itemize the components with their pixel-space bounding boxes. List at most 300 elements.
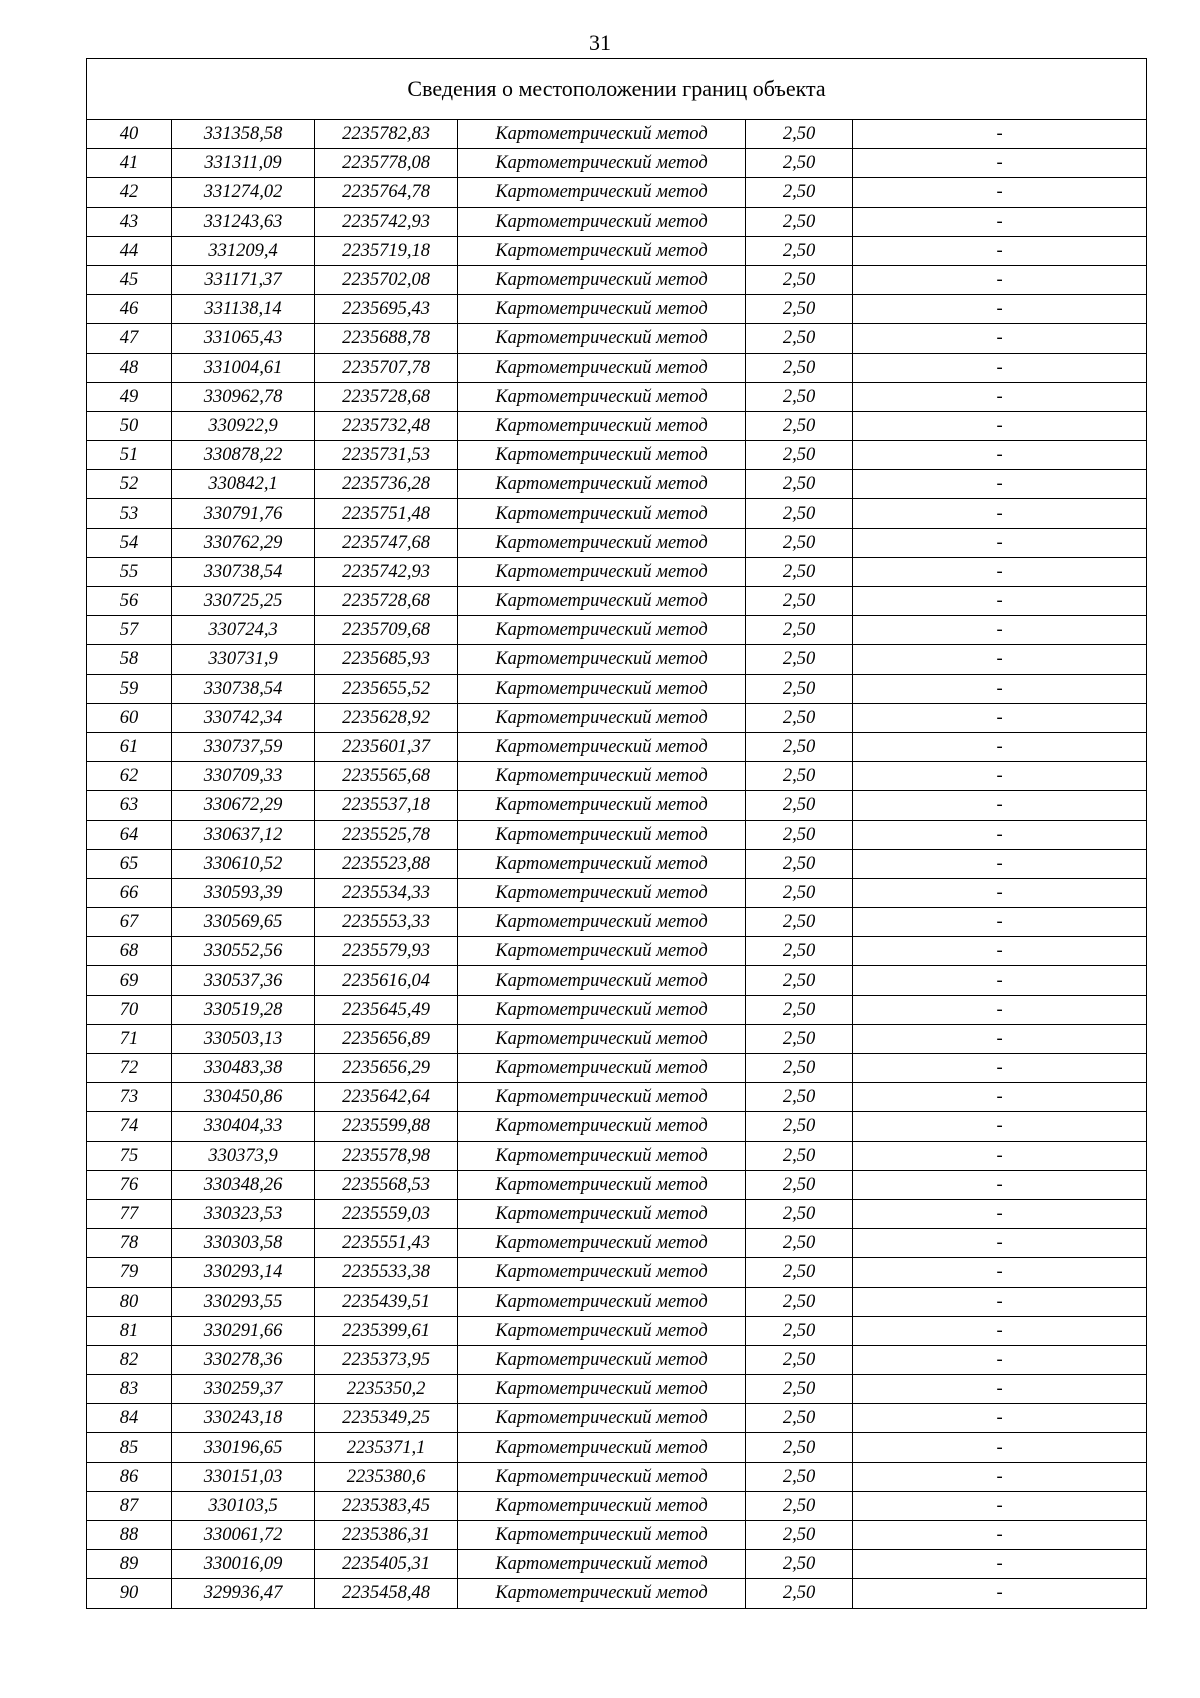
accuracy-cell: 2,50 [746,149,853,178]
table-title: Сведения о местоположении границ объекта [87,59,1147,120]
table-row [87,791,1147,820]
y-coordinate-cell: 2235551,43 [315,1229,458,1258]
method-cell: Картометрический метод [458,995,746,1024]
method-cell: Картометрический метод [458,1316,746,1345]
point-number-cell: 66 [87,878,172,907]
method-cell: Картометрический метод [458,499,746,528]
method-cell: Картометрический метод [458,1579,746,1608]
y-coordinate-cell: 2235350,2 [315,1375,458,1404]
point-number-cell: 46 [87,295,172,324]
table-row [87,1345,1147,1374]
method-cell: Картометрический метод [458,937,746,966]
x-coordinate-cell: 330610,52 [172,849,315,878]
point-number-cell: 79 [87,1258,172,1287]
y-coordinate-cell: 2235534,33 [315,878,458,907]
point-number-cell: 83 [87,1375,172,1404]
point-number-cell: 73 [87,1083,172,1112]
table-row [87,236,1147,265]
method-cell: Картометрический метод [458,762,746,791]
y-coordinate-cell: 2235599,88 [315,1112,458,1141]
method-cell: Картометрический метод [458,1550,746,1579]
method-cell: Картометрический метод [458,236,746,265]
accuracy-cell: 2,50 [746,995,853,1024]
accuracy-cell: 2,50 [746,411,853,440]
table-row [87,1229,1147,1258]
accuracy-cell: 2,50 [746,1316,853,1345]
page-number: 31 [589,30,611,55]
accuracy-cell: 2,50 [746,1287,853,1316]
description-cell: - [853,1404,1147,1433]
point-number-cell: 64 [87,820,172,849]
table-title-row [87,59,1147,120]
point-number-cell: 84 [87,1404,172,1433]
table-row [87,441,1147,470]
x-coordinate-cell: 330196,65 [172,1433,315,1462]
table-row [87,178,1147,207]
description-cell: - [853,207,1147,236]
method-cell: Картометрический метод [458,791,746,820]
method-cell: Картометрический метод [458,1229,746,1258]
description-cell: - [853,470,1147,499]
method-cell: Картометрический метод [458,149,746,178]
y-coordinate-cell: 2235579,93 [315,937,458,966]
table-row [87,820,1147,849]
x-coordinate-cell: 330323,53 [172,1199,315,1228]
y-coordinate-cell: 2235742,93 [315,207,458,236]
accuracy-cell: 2,50 [746,1199,853,1228]
point-number-cell: 82 [87,1345,172,1374]
method-cell: Картометрический метод [458,849,746,878]
x-coordinate-cell: 330672,29 [172,791,315,820]
y-coordinate-cell: 2235751,48 [315,499,458,528]
y-coordinate-cell: 2235439,51 [315,1287,458,1316]
y-coordinate-cell: 2235601,37 [315,732,458,761]
x-coordinate-cell: 330738,54 [172,674,315,703]
table-row [87,1462,1147,1491]
accuracy-cell: 2,50 [746,732,853,761]
method-cell: Картометрический метод [458,178,746,207]
table-row [87,1112,1147,1141]
point-number-cell: 65 [87,849,172,878]
description-cell: - [853,762,1147,791]
y-coordinate-cell: 2235782,83 [315,120,458,149]
point-number-cell: 44 [87,236,172,265]
description-cell: - [853,1579,1147,1608]
x-coordinate-cell: 330259,37 [172,1375,315,1404]
x-coordinate-cell: 330742,34 [172,703,315,732]
x-coordinate-cell: 330291,66 [172,1316,315,1345]
y-coordinate-cell: 2235656,29 [315,1054,458,1083]
description-cell: - [853,1521,1147,1550]
method-cell: Картометрический метод [458,1287,746,1316]
description-cell: - [853,1229,1147,1258]
x-coordinate-cell: 330593,39 [172,878,315,907]
point-number-cell: 90 [87,1579,172,1608]
y-coordinate-cell: 2235688,78 [315,324,458,353]
point-number-cell: 68 [87,937,172,966]
table-row [87,616,1147,645]
method-cell: Картометрический метод [458,820,746,849]
method-cell: Картометрический метод [458,265,746,294]
accuracy-cell: 2,50 [746,557,853,586]
x-coordinate-cell: 330061,72 [172,1521,315,1550]
description-cell: - [853,353,1147,382]
accuracy-cell: 2,50 [746,1404,853,1433]
accuracy-cell: 2,50 [746,674,853,703]
point-number-cell: 78 [87,1229,172,1258]
y-coordinate-cell: 2235616,04 [315,966,458,995]
boundary-coordinates-table [86,58,1147,1609]
table-row [87,1521,1147,1550]
x-coordinate-cell: 330731,9 [172,645,315,674]
accuracy-cell: 2,50 [746,324,853,353]
accuracy-cell: 2,50 [746,937,853,966]
y-coordinate-cell: 2235764,78 [315,178,458,207]
x-coordinate-cell: 330737,59 [172,732,315,761]
x-coordinate-cell: 330637,12 [172,820,315,849]
accuracy-cell: 2,50 [746,703,853,732]
method-cell: Картометрический метод [458,616,746,645]
x-coordinate-cell: 330762,29 [172,528,315,557]
point-number-cell: 43 [87,207,172,236]
x-coordinate-cell: 331171,37 [172,265,315,294]
x-coordinate-cell: 329936,47 [172,1579,315,1608]
y-coordinate-cell: 2235628,92 [315,703,458,732]
x-coordinate-cell: 330503,13 [172,1024,315,1053]
table-row [87,1141,1147,1170]
y-coordinate-cell: 2235655,52 [315,674,458,703]
description-cell: - [853,295,1147,324]
accuracy-cell: 2,50 [746,236,853,265]
method-cell: Картометрический метод [458,1345,746,1374]
table-row [87,411,1147,440]
point-number-cell: 60 [87,703,172,732]
table-row [87,324,1147,353]
method-cell: Картометрический метод [458,470,746,499]
description-cell: - [853,1112,1147,1141]
accuracy-cell: 2,50 [746,353,853,382]
point-number-cell: 71 [87,1024,172,1053]
y-coordinate-cell: 2235523,88 [315,849,458,878]
y-coordinate-cell: 2235373,95 [315,1345,458,1374]
x-coordinate-cell: 330725,25 [172,587,315,616]
y-coordinate-cell: 2235728,68 [315,382,458,411]
table-row [87,1579,1147,1608]
method-cell: Картометрический метод [458,1433,746,1462]
y-coordinate-cell: 2235533,38 [315,1258,458,1287]
method-cell: Картометрический метод [458,528,746,557]
x-coordinate-cell: 330537,36 [172,966,315,995]
x-coordinate-cell: 330738,54 [172,557,315,586]
description-cell: - [853,1345,1147,1374]
method-cell: Картометрический метод [458,353,746,382]
point-number-cell: 72 [87,1054,172,1083]
accuracy-cell: 2,50 [746,1024,853,1053]
description-cell: - [853,1462,1147,1491]
table-row [87,1316,1147,1345]
method-cell: Картометрический метод [458,324,746,353]
table-row [87,587,1147,616]
accuracy-cell: 2,50 [746,470,853,499]
description-cell: - [853,587,1147,616]
y-coordinate-cell: 2235399,61 [315,1316,458,1345]
point-number-cell: 85 [87,1433,172,1462]
x-coordinate-cell: 331209,4 [172,236,315,265]
accuracy-cell: 2,50 [746,966,853,995]
accuracy-cell: 2,50 [746,207,853,236]
description-cell: - [853,1054,1147,1083]
point-number-cell: 74 [87,1112,172,1141]
method-cell: Картометрический метод [458,674,746,703]
method-cell: Картометрический метод [458,441,746,470]
description-cell: - [853,1316,1147,1345]
x-coordinate-cell: 330519,28 [172,995,315,1024]
method-cell: Картометрический метод [458,1112,746,1141]
x-coordinate-cell: 331274,02 [172,178,315,207]
table-row [87,674,1147,703]
point-number-cell: 54 [87,528,172,557]
y-coordinate-cell: 2235568,53 [315,1170,458,1199]
point-number-cell: 61 [87,732,172,761]
description-cell: - [853,1083,1147,1112]
y-coordinate-cell: 2235747,68 [315,528,458,557]
description-cell: - [853,528,1147,557]
accuracy-cell: 2,50 [746,528,853,557]
x-coordinate-cell: 330709,33 [172,762,315,791]
x-coordinate-cell: 330483,38 [172,1054,315,1083]
method-cell: Картометрический метод [458,1054,746,1083]
accuracy-cell: 2,50 [746,1491,853,1520]
point-number-cell: 87 [87,1491,172,1520]
point-number-cell: 41 [87,149,172,178]
y-coordinate-cell: 2235525,78 [315,820,458,849]
method-cell: Картометрический метод [458,587,746,616]
method-cell: Картометрический метод [458,1521,746,1550]
point-number-cell: 86 [87,1462,172,1491]
accuracy-cell: 2,50 [746,1258,853,1287]
accuracy-cell: 2,50 [746,499,853,528]
x-coordinate-cell: 330552,56 [172,937,315,966]
y-coordinate-cell: 2235371,1 [315,1433,458,1462]
x-coordinate-cell: 331311,09 [172,149,315,178]
description-cell: - [853,1433,1147,1462]
method-cell: Картометрический метод [458,1258,746,1287]
table-row [87,149,1147,178]
description-cell: - [853,557,1147,586]
y-coordinate-cell: 2235731,53 [315,441,458,470]
accuracy-cell: 2,50 [746,1433,853,1462]
description-cell: - [853,966,1147,995]
method-cell: Картометрический метод [458,908,746,937]
point-number-cell: 47 [87,324,172,353]
y-coordinate-cell: 2235537,18 [315,791,458,820]
point-number-cell: 62 [87,762,172,791]
y-coordinate-cell: 2235695,43 [315,295,458,324]
accuracy-cell: 2,50 [746,791,853,820]
table-row [87,966,1147,995]
point-number-cell: 81 [87,1316,172,1345]
description-cell: - [853,324,1147,353]
x-coordinate-cell: 330293,14 [172,1258,315,1287]
table-row [87,703,1147,732]
y-coordinate-cell: 2235778,08 [315,149,458,178]
x-coordinate-cell: 330243,18 [172,1404,315,1433]
method-cell: Картометрический метод [458,120,746,149]
table-row [87,470,1147,499]
table-row [87,1054,1147,1083]
point-number-cell: 51 [87,441,172,470]
y-coordinate-cell: 2235728,68 [315,587,458,616]
description-cell: - [853,411,1147,440]
x-coordinate-cell: 331243,63 [172,207,315,236]
x-coordinate-cell: 330878,22 [172,441,315,470]
table-row [87,557,1147,586]
y-coordinate-cell: 2235702,08 [315,265,458,294]
point-number-cell: 48 [87,353,172,382]
point-number-cell: 63 [87,791,172,820]
point-number-cell: 45 [87,265,172,294]
point-number-cell: 88 [87,1521,172,1550]
accuracy-cell: 2,50 [746,295,853,324]
accuracy-cell: 2,50 [746,1141,853,1170]
y-coordinate-cell: 2235719,18 [315,236,458,265]
description-cell: - [853,645,1147,674]
accuracy-cell: 2,50 [746,616,853,645]
description-cell: - [853,236,1147,265]
method-cell: Картометрический метод [458,1199,746,1228]
x-coordinate-cell: 330724,3 [172,616,315,645]
x-coordinate-cell: 331138,14 [172,295,315,324]
table-row [87,1199,1147,1228]
x-coordinate-cell: 330373,9 [172,1141,315,1170]
table-row [87,1287,1147,1316]
point-number-cell: 42 [87,178,172,207]
method-cell: Картометрический метод [458,295,746,324]
table-row [87,1024,1147,1053]
accuracy-cell: 2,50 [746,1375,853,1404]
table-row [87,528,1147,557]
point-number-cell: 50 [87,411,172,440]
x-coordinate-cell: 330404,33 [172,1112,315,1141]
accuracy-cell: 2,50 [746,1170,853,1199]
x-coordinate-cell: 331065,43 [172,324,315,353]
description-cell: - [853,1024,1147,1053]
accuracy-cell: 2,50 [746,1550,853,1579]
method-cell: Картометрический метод [458,1404,746,1433]
point-number-cell: 67 [87,908,172,937]
description-cell: - [853,1287,1147,1316]
x-coordinate-cell: 330842,1 [172,470,315,499]
table-row [87,265,1147,294]
y-coordinate-cell: 2235405,31 [315,1550,458,1579]
description-cell: - [853,995,1147,1024]
description-cell: - [853,1375,1147,1404]
point-number-cell: 49 [87,382,172,411]
table-row [87,1550,1147,1579]
y-coordinate-cell: 2235553,33 [315,908,458,937]
x-coordinate-cell: 330303,58 [172,1229,315,1258]
table-row [87,207,1147,236]
description-cell: - [853,1550,1147,1579]
point-number-cell: 77 [87,1199,172,1228]
table-row [87,995,1147,1024]
y-coordinate-cell: 2235645,49 [315,995,458,1024]
x-coordinate-cell: 330151,03 [172,1462,315,1491]
description-cell: - [853,149,1147,178]
point-number-cell: 70 [87,995,172,1024]
method-cell: Картометрический метод [458,207,746,236]
description-cell: - [853,1199,1147,1228]
method-cell: Картометрический метод [458,1083,746,1112]
y-coordinate-cell: 2235349,25 [315,1404,458,1433]
accuracy-cell: 2,50 [746,1229,853,1258]
accuracy-cell: 2,50 [746,1462,853,1491]
description-cell: - [853,791,1147,820]
table-row [87,499,1147,528]
accuracy-cell: 2,50 [746,908,853,937]
table-row [87,120,1147,149]
y-coordinate-cell: 2235565,68 [315,762,458,791]
description-cell: - [853,265,1147,294]
table-row [87,937,1147,966]
accuracy-cell: 2,50 [746,1345,853,1374]
accuracy-cell: 2,50 [746,762,853,791]
x-coordinate-cell: 330103,5 [172,1491,315,1520]
description-cell: - [853,732,1147,761]
table-row [87,1491,1147,1520]
accuracy-cell: 2,50 [746,1579,853,1608]
point-number-cell: 59 [87,674,172,703]
description-cell: - [853,820,1147,849]
method-cell: Картометрический метод [458,966,746,995]
table-row [87,732,1147,761]
y-coordinate-cell: 2235578,98 [315,1141,458,1170]
table-row [87,295,1147,324]
description-cell: - [853,703,1147,732]
point-number-cell: 40 [87,120,172,149]
table-row [87,762,1147,791]
table-row [87,1433,1147,1462]
description-cell: - [853,937,1147,966]
method-cell: Картометрический метод [458,557,746,586]
point-number-cell: 80 [87,1287,172,1316]
table-row [87,849,1147,878]
description-cell: - [853,499,1147,528]
method-cell: Картометрический метод [458,1141,746,1170]
x-coordinate-cell: 330922,9 [172,411,315,440]
table-row [87,1083,1147,1112]
x-coordinate-cell: 330278,36 [172,1345,315,1374]
accuracy-cell: 2,50 [746,382,853,411]
table-row [87,1404,1147,1433]
y-coordinate-cell: 2235685,93 [315,645,458,674]
x-coordinate-cell: 330450,86 [172,1083,315,1112]
y-coordinate-cell: 2235383,45 [315,1491,458,1520]
x-coordinate-cell: 330791,76 [172,499,315,528]
point-number-cell: 76 [87,1170,172,1199]
table-row [87,382,1147,411]
method-cell: Картометрический метод [458,411,746,440]
description-cell: - [853,382,1147,411]
x-coordinate-cell: 330293,55 [172,1287,315,1316]
table-row [87,353,1147,382]
method-cell: Картометрический метод [458,645,746,674]
x-coordinate-cell: 331358,58 [172,120,315,149]
y-coordinate-cell: 2235559,03 [315,1199,458,1228]
y-coordinate-cell: 2235642,64 [315,1083,458,1112]
table-row [87,1375,1147,1404]
y-coordinate-cell: 2235656,89 [315,1024,458,1053]
